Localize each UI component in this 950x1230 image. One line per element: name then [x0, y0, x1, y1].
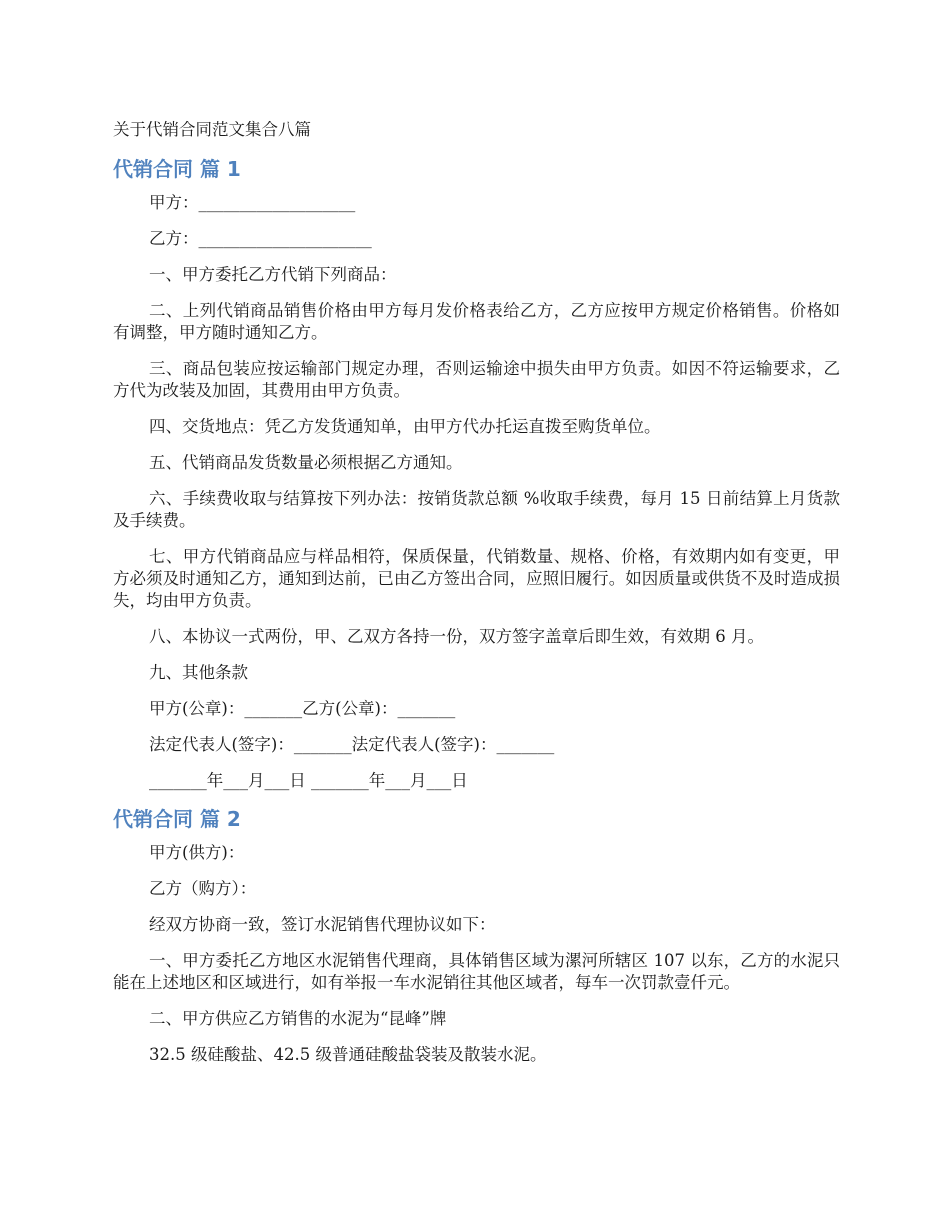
- clause-paragraph: 八、本协议一式两份，甲、乙双方各持一份，双方签字盖章后即生效，有效期 6 月。: [149, 627, 764, 646]
- clause-paragraph: 二、上列代销商品销售价格由甲方每月发价格表给乙方，乙方应按甲方规定价格销售。价格如有调整，甲方随时通知乙方。: [113, 301, 840, 342]
- party-a-line: 甲方：___________________: [149, 193, 356, 212]
- clause-paragraph: 一、甲方委托乙方代销下列商品：: [149, 265, 397, 284]
- clause-paragraph: 二、甲方供应乙方销售的水泥为“昆峰”牌: [149, 1009, 447, 1028]
- clause-paragraph: 六、手续费收取与结算按下列办法：按销货款总额 %收取手续费，每月 15 日前结算上月货款及手续费。: [113, 489, 840, 530]
- section-1: [113, 156, 840, 792]
- party-b-line: 乙方（购方）：: [149, 879, 257, 898]
- document-page: [113, 118, 840, 1080]
- clause-paragraph: 五、代销商品发货数量必须根据乙方通知。: [149, 453, 463, 472]
- clause-paragraph: 经双方协商一致，签订水泥销售代理协议如下：: [149, 915, 496, 934]
- date-line: _______年___月___日 _______年___月___日: [149, 771, 468, 790]
- clause-paragraph: 三、商品包装应按运输部门规定办理，否则运输途中损失由甲方负责。如因不符运输要求，乙方代为改装及加固，其费用由甲方负责。: [113, 359, 840, 400]
- clause-paragraph: 32.5 级硅酸盐、42.5 级普通硅酸盐袋装及散装水泥。: [149, 1045, 547, 1064]
- document-title: 关于代销合同范文集合八篇: [113, 120, 311, 139]
- signature-line: 法定代表人(签字)：_______法定代表人(签字)：_______: [149, 735, 555, 754]
- section-heading: 代销合同 篇 2: [113, 807, 241, 831]
- section-heading: 代销合同 篇 1: [113, 157, 241, 181]
- party-a-line: 甲方(供方)：: [149, 843, 245, 862]
- seal-line: 甲方(公章)：_______乙方(公章)：_______: [149, 699, 456, 718]
- clause-paragraph: 九、其他条款: [149, 663, 248, 682]
- clause-paragraph: 七、甲方代销商品应与样品相符，保质保量，代销数量、规格、价格，有效期内如有变更，甲方必须及时通知乙方，通知到达前，已由乙方签出合同，应照旧履行。如因质量或供货不及时造成损失，均由甲方负责。: [113, 547, 840, 610]
- section-2: [113, 806, 840, 1066]
- clause-paragraph: 四、交货地点：凭乙方发货通知单，由甲方代办托运直拨至购货单位。: [149, 417, 661, 436]
- party-b-line: 乙方：_____________________: [149, 229, 372, 248]
- clause-paragraph: 一、甲方委托乙方地区水泥销售代理商，具体销售区域为漯河所辖区 107 以东，乙方的水泥只能在上述地区和区域进行，如有举报一车水泥销往其他区域者，每车一次罚款壹仟元。: [113, 951, 840, 992]
